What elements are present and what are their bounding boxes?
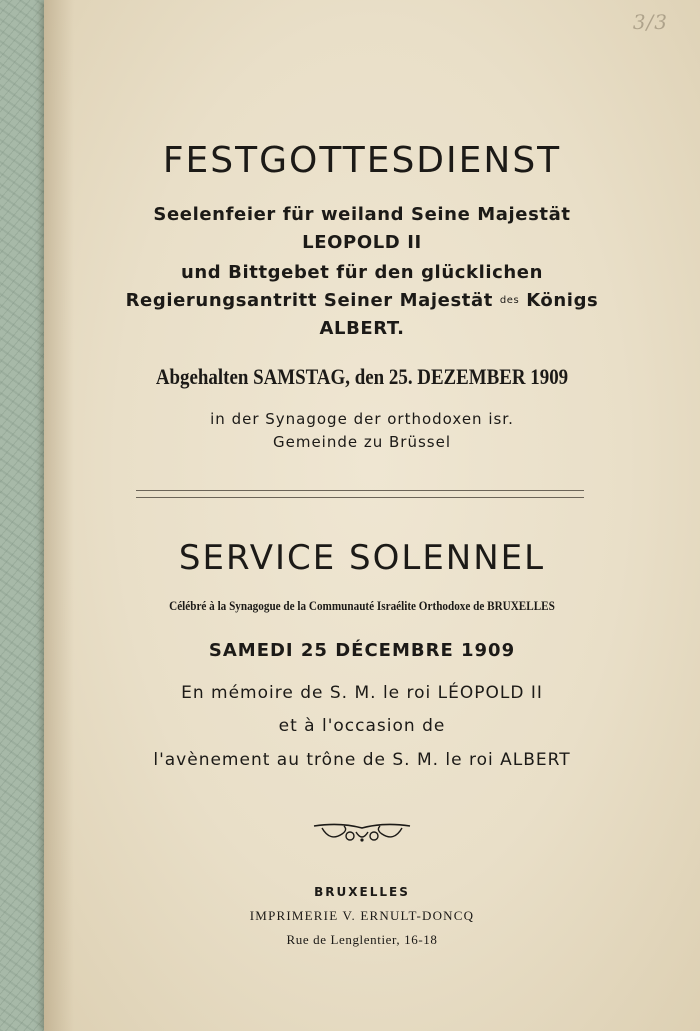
german-synagogue-line-1: in der Synagoge der orthodoxen isr. [210, 410, 514, 428]
french-line-2: et à l'occasion de [278, 716, 446, 736]
german-line-5: ALBERT. [319, 318, 405, 339]
german-line-3: und Bittgebet für den glücklichen [180, 262, 544, 283]
french-line-3: l'avènement au trône de S. M. le roi ALBERT [153, 750, 571, 770]
pencil-mark: 3/3 [632, 10, 668, 34]
german-date-line: Abgehalten SAMSTAG, den 25. DEZEMBER 1909 [155, 364, 569, 389]
scroll-ornament-icon [310, 820, 414, 848]
german-line-4-post: Königs [519, 290, 599, 311]
title-page [44, 0, 700, 1031]
german-line-4 [44, 290, 680, 311]
double-rule-divider [136, 490, 584, 498]
german-synagogue-line-2: Gemeinde zu Brüssel [272, 433, 452, 451]
german-line-2: LEOPOLD II [302, 232, 422, 253]
french-line-1: En mémoire de S. M. le roi LÉOPOLD II [181, 683, 543, 703]
imprint-city: BRUXELLES [314, 885, 410, 899]
german-line-4-small: des [499, 295, 520, 306]
german-line-4-pre: Regierungsantritt Seiner Majestät [125, 290, 500, 311]
imprint-address: Rue de Lenglentier, 16-18 [286, 932, 438, 947]
imprint-printer: IMPRIMERIE V. ERNULT-DONCQ [249, 908, 475, 923]
french-celebrated-line: Célébré à la Synagogue de la Communauté Israélite Orthodoxe de BRUXELLES [169, 598, 555, 613]
french-date-line: SAMEDI 25 DÉCEMBRE 1909 [208, 640, 516, 661]
french-title: SERVICE SOLENNEL [178, 538, 546, 578]
german-line-1: Seelenfeier für weiland Seine Majestät [153, 204, 571, 225]
german-title: FESTGOTTESDIENST [162, 140, 562, 181]
